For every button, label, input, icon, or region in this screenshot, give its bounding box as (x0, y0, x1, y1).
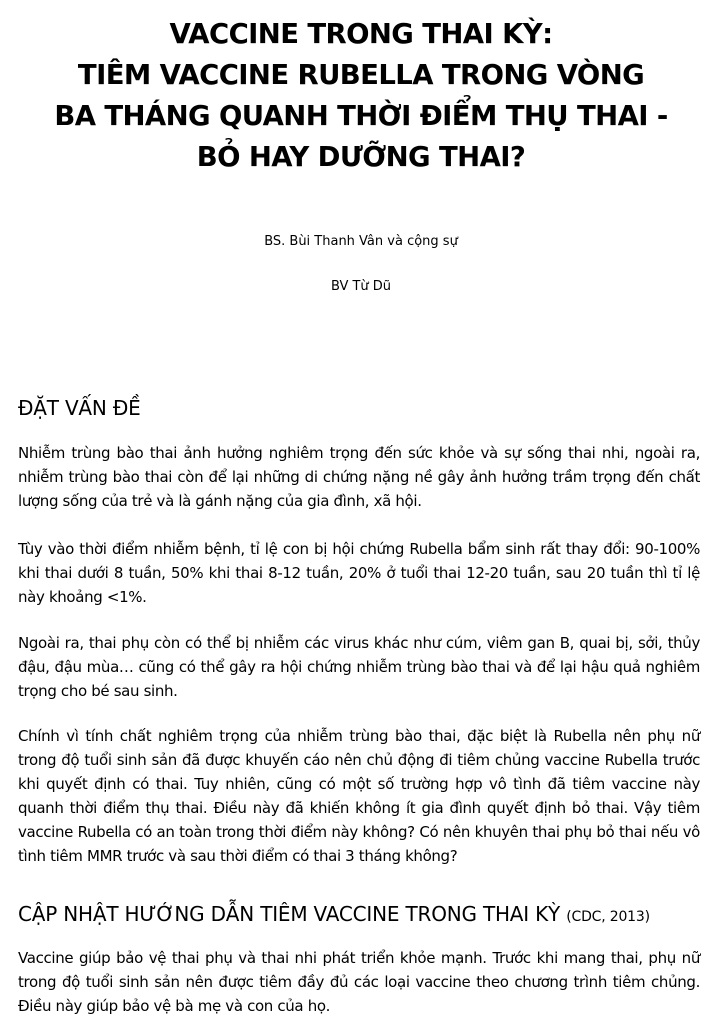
title-line-4: BỎ HAY DƯỠNG THAI? (196, 141, 526, 173)
paragraph: Vaccine giúp bảo vệ thai phụ và thai nhi phát triển khỏe mạnh. Trước khi mang thai, phụ nữ trong độ tuổi sinh sản nên được tiêm đầy đủ các loại vaccine theo chương trình tiêm chủng. Điều này giúp bảo vệ bà mẹ và con của họ. (18, 949, 700, 1015)
hospital-line: BV Từ Dũ (330, 279, 392, 294)
title-line-1: VACCINE TRONG THAI KỲ: (169, 18, 553, 50)
paragraph: Ngoài ra, thai phụ còn có thể bị nhiễm các virus khác như cúm, viêm gan B, quai bị, sởi, thủy đậu, đậu mùa… cũng có thể gây ra hội chứng nhiễm trùng bào thai và để lại hậu quả nghiêm trọng cho bé sau sinh. (18, 634, 700, 700)
paragraph: Tùy vào thời điểm nhiễm bệnh, tỉ lệ con bị hội chứng Rubella bẩm sinh rất thay đổi: 90-100% khi thai dưới 8 tuần, 50% khi thai 8-12 tuần, 20% ở tuổi thai 12-20 tuần, sau 20 tuần thì tỉ lệ này khoảng <1%. (18, 540, 700, 606)
document-title (20, 14, 702, 178)
author-line: BS. Bùi Thanh Vân và cộng sự (264, 234, 458, 249)
section-heading-citation: (CDC, 2013) (566, 909, 650, 925)
section-heading-problem: ĐẶT VẤN ĐỀ (18, 396, 141, 420)
paragraph: Nhiễm trùng bào thai ảnh hưởng nghiêm trọng đến sức khỏe và sự sống thai nhi, ngoài ra, nhiễm trùng bào thai còn để lại những di chứng nặng nề gây ảnh hưởng trầm trọng đến chất lượng sống của trẻ và là gánh nặng của gia đình, xã hội. (18, 444, 700, 510)
section-heading-guidelines (18, 901, 708, 930)
section-heading-text: CẬP NHẬT HƯỚNG DẪN TIÊM VACCINE TRONG THAI KỲ (18, 902, 561, 926)
title-line-2: TIÊM VACCINE RUBELLA TRONG VÒNG (77, 59, 645, 91)
title-line-3: BA THÁNG QUANH THỜI ĐIỂM THỤ THAI - (54, 100, 668, 132)
paragraph: Chính vì tính chất nghiêm trọng của nhiễm trùng bào thai, đặc biệt là Rubella nên phụ nữ trong độ tuổi sinh sản đã được khuyến cáo nên chủ động đi tiêm chủng vaccine Rubella trước khi quyết định có thai. Tuy nhiên, cũng có một số trường hợp vô tình đã tiêm vaccine này quanh thời điểm thụ thai. Điều này đã khiến không ít gia đình quyết định bỏ thai. Vậy tiêm vaccine Rubella có an toàn trong thời điểm này không? Có nên khuyên thai phụ bỏ thai nếu vô tình tiêm MMR trước và sau thời điểm có thai 3 tháng không? (18, 727, 700, 865)
